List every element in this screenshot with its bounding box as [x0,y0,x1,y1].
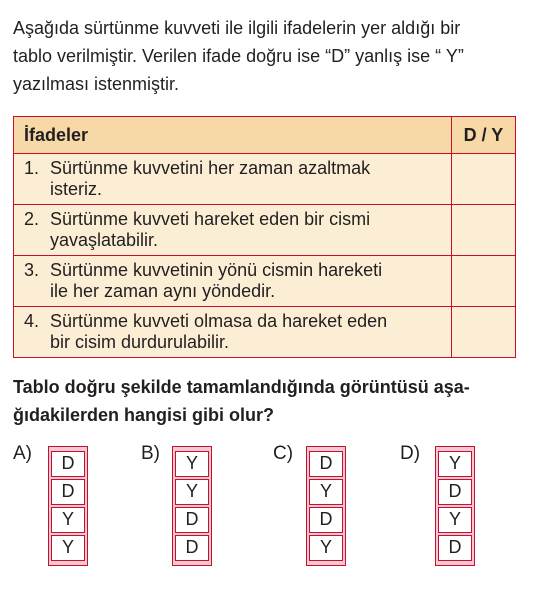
answer-cell[interactable] [451,205,515,256]
statement-line: Sürtünme kuvveti hareket eden bir cismi [50,209,371,229]
option-cell: D [51,451,85,477]
option-cell: Y [175,479,209,505]
table-row [14,307,516,358]
statements-table [13,116,516,358]
row-number: 2. [24,209,40,229]
question-line-2: ğıdakilerden hangisi gibi olur? [13,405,275,425]
intro-line-2: tablo verilmiştir. Verilen ifade doğru ise “D” yanlış ise “ Y” [13,46,464,66]
option-c-label[interactable]: C) [273,443,294,464]
option-cell: D [438,479,472,505]
statement-line: Sürtünme kuvveti olmasa da hareket eden [50,311,388,331]
row-statement [50,311,441,353]
row-number: 1. [24,158,40,178]
option-cell: Y [309,535,343,561]
statement-line: bir cisim durdurulabilir. [50,332,230,352]
header-statements: İfadeler [14,117,452,154]
table-header-row [14,117,516,154]
table-row [14,154,516,205]
statement-line: yavaşlatabilir. [50,230,159,250]
option-cell: D [175,535,209,561]
intro-line-3: yazılması istenmiştir. [13,74,180,94]
question-text [13,373,533,429]
option-cell: Y [309,479,343,505]
table-row [14,205,516,256]
option-cell: Y [438,451,472,477]
row-statement [50,260,441,302]
answer-cell[interactable] [451,307,515,358]
option-cell: Y [438,507,472,533]
option-b-label[interactable]: B) [141,443,160,464]
row-number: 4. [24,311,40,331]
option-cell: D [309,451,343,477]
option-d-stack[interactable] [435,446,475,566]
option-c-stack[interactable] [306,446,346,566]
table-row [14,256,516,307]
option-cell: D [175,507,209,533]
intro-paragraph [13,14,533,98]
statement-line: ile her zaman aynı yöndedir. [50,281,276,301]
option-cell: D [438,535,472,561]
statement-line: isteriz. [50,179,103,199]
header-true-false: D / Y [451,117,515,154]
statement-line: Sürtünme kuvvetinin yönü cismin hareketi [50,260,383,280]
intro-line-1: Aşağıda sürtünme kuvveti ile ilgili ifadelerin yer aldığı bir [13,18,461,38]
option-a-label[interactable]: A) [13,443,32,464]
option-cell: D [309,507,343,533]
row-statement [50,158,441,200]
option-a-stack[interactable] [48,446,88,566]
option-b-stack[interactable] [172,446,212,566]
answer-cell[interactable] [451,154,515,205]
question-line-1: Tablo doğru şekilde tamamlandığında görüntüsü aşa- [13,377,470,397]
option-cell: Y [51,507,85,533]
answer-cell[interactable] [451,256,515,307]
row-statement [50,209,441,251]
option-d-label[interactable]: D) [400,443,421,464]
statement-line: Sürtünme kuvvetini her zaman azaltmak [50,158,371,178]
option-cell: Y [51,535,85,561]
row-number: 3. [24,260,40,280]
option-cell: D [51,479,85,505]
option-cell: Y [175,451,209,477]
